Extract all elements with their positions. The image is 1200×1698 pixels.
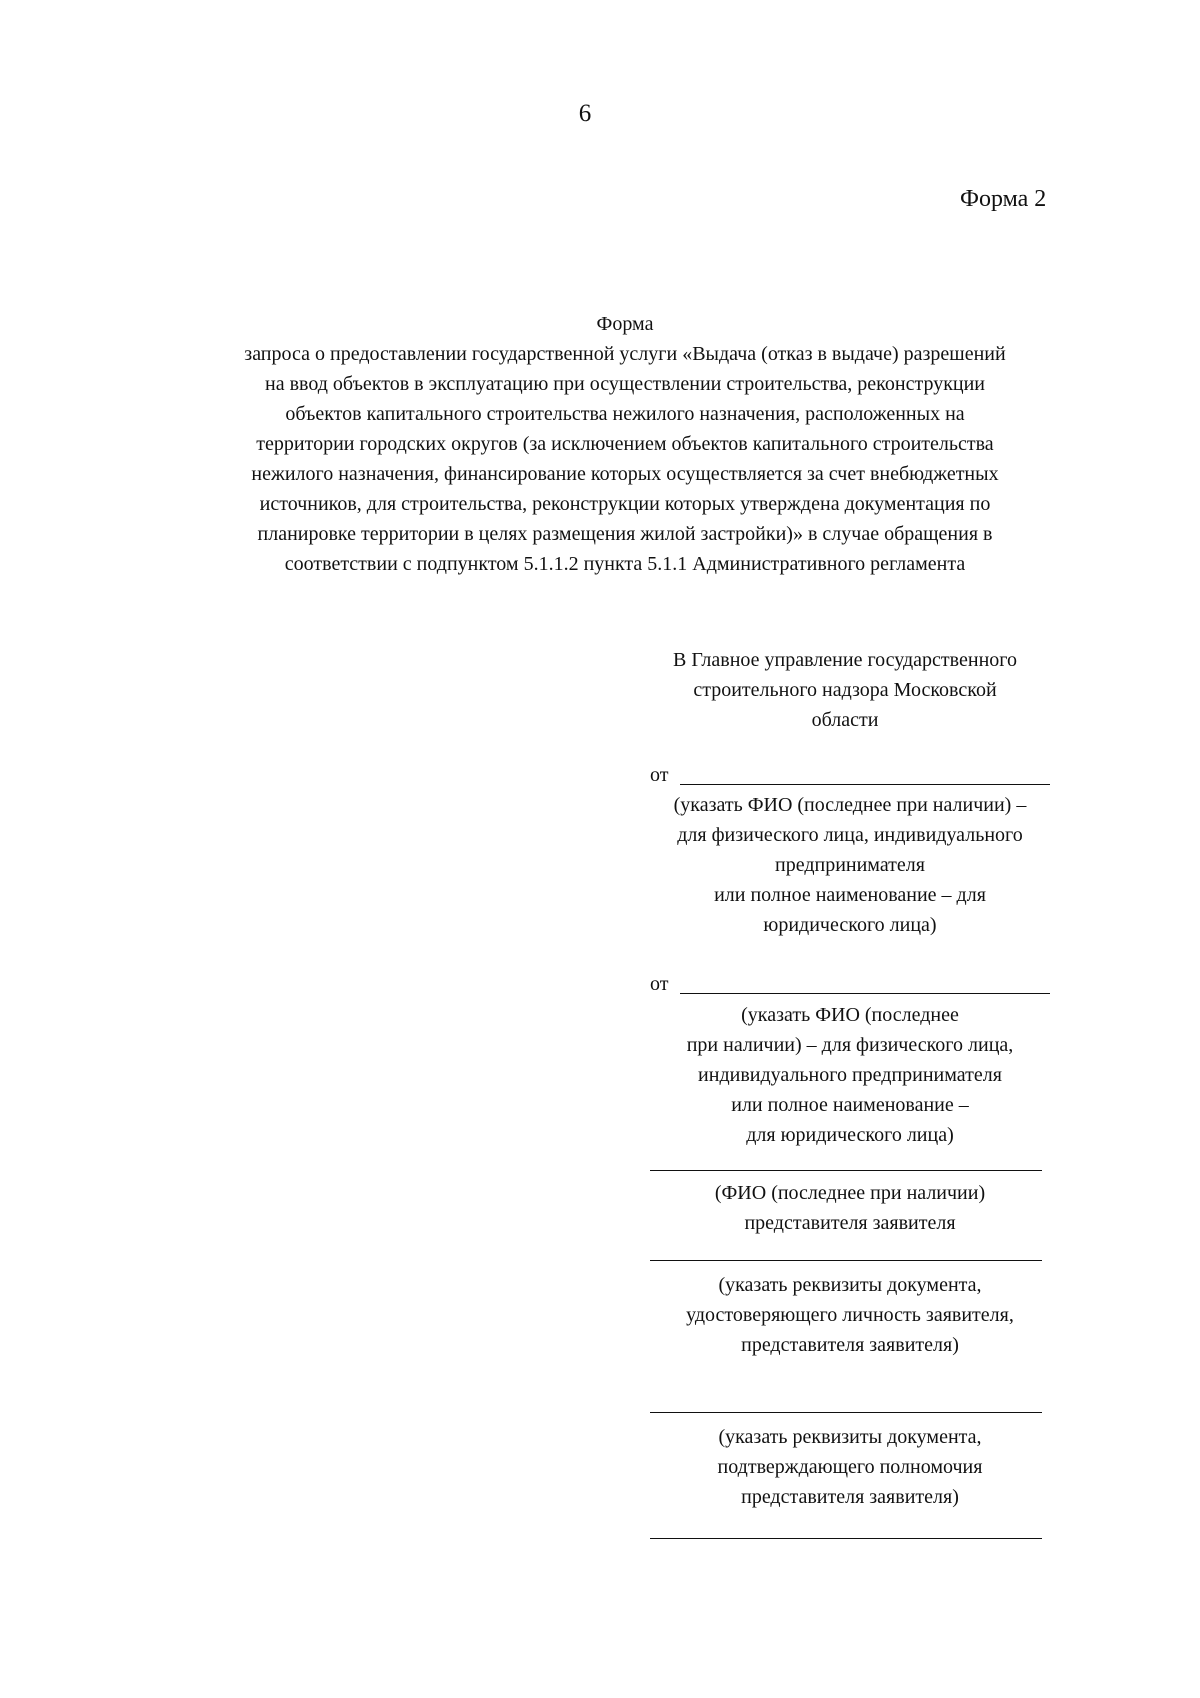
hint-line: (указать реквизиты документа, — [718, 1274, 982, 1296]
hint-line: юридического лица) — [763, 914, 937, 936]
title-line: нежилого назначения, финансирование которых осуществляется за счет внебюджетных — [251, 463, 999, 485]
hint-line: (указать ФИО (последнее при наличии) – — [673, 794, 1027, 816]
hint-line: предпринимателя — [775, 854, 925, 876]
recipient-line: строительного надзора Московской — [693, 679, 997, 701]
title-line: Форма — [596, 313, 654, 335]
page-number: 6 — [578, 100, 592, 127]
from-label: от — [650, 973, 669, 995]
hint-line: представителя заявителя) — [741, 1334, 959, 1356]
applicant-1-fill-line[interactable] — [680, 784, 1050, 785]
title-line: соответствии с подпунктом 5.1.1.2 пункта 5.1.1 Административного регламента — [284, 553, 966, 575]
final-fill-line[interactable] — [650, 1538, 1042, 1539]
hint-line: (ФИО (последнее при наличии) — [714, 1182, 986, 1204]
recipient-line: В Главное управление государственного — [673, 649, 1017, 671]
authority-doc-hint — [640, 1422, 1060, 1512]
recipient-block — [640, 645, 1050, 735]
hint-line: для физического лица, индивидуального — [677, 824, 1023, 846]
title-line: источников, для строительства, реконструкции которых утверждена документация по — [259, 493, 991, 515]
representative-fill-line[interactable] — [650, 1170, 1042, 1171]
hint-line: при наличии) – для физического лица, — [686, 1034, 1014, 1056]
representative-hint — [640, 1178, 1060, 1238]
title-line: территории городских округов (за исключением объектов капитального строительства — [256, 433, 994, 455]
title-line: объектов капитального строительства нежилого назначения, расположенных на — [285, 403, 965, 425]
form-title — [175, 309, 1075, 579]
applicant-2-hint — [640, 1000, 1060, 1150]
form-label: Форма 2 — [960, 186, 1047, 212]
hint-line: индивидуального предпринимателя — [698, 1064, 1002, 1086]
title-line: планировке территории в целях размещения жилой застройки)» в случае обращения в — [257, 523, 993, 545]
hint-line: подтверждающего полномочия — [717, 1456, 983, 1478]
hint-line: для юридического лица) — [746, 1124, 954, 1146]
hint-line: или полное наименование – — [731, 1094, 969, 1116]
applicant-1-hint — [640, 790, 1060, 940]
hint-line: удостоверяющего личность заявителя, — [686, 1304, 1014, 1326]
identity-doc-fill-line[interactable] — [650, 1260, 1042, 1261]
applicant-2-fill-line[interactable] — [680, 993, 1050, 994]
hint-line: или полное наименование – для — [714, 884, 986, 906]
from-row-applicant-1 — [650, 760, 1050, 790]
hint-line: (указать ФИО (последнее — [741, 1004, 959, 1026]
from-row-applicant-2 — [650, 969, 1050, 999]
hint-line: представителя заявителя — [744, 1212, 956, 1234]
title-line: на ввод объектов в эксплуатацию при осуществлении строительства, реконструкции — [264, 373, 986, 395]
from-label: от — [650, 764, 669, 786]
identity-doc-hint — [640, 1270, 1060, 1360]
hint-line: (указать реквизиты документа, — [718, 1426, 982, 1448]
authority-doc-fill-line[interactable] — [650, 1412, 1042, 1413]
recipient-line: области — [811, 709, 879, 731]
title-line: запроса о предоставлении государственной услуги «Выдача (отказ в выдаче) разрешений — [244, 343, 1006, 365]
hint-line: представителя заявителя) — [741, 1486, 959, 1508]
